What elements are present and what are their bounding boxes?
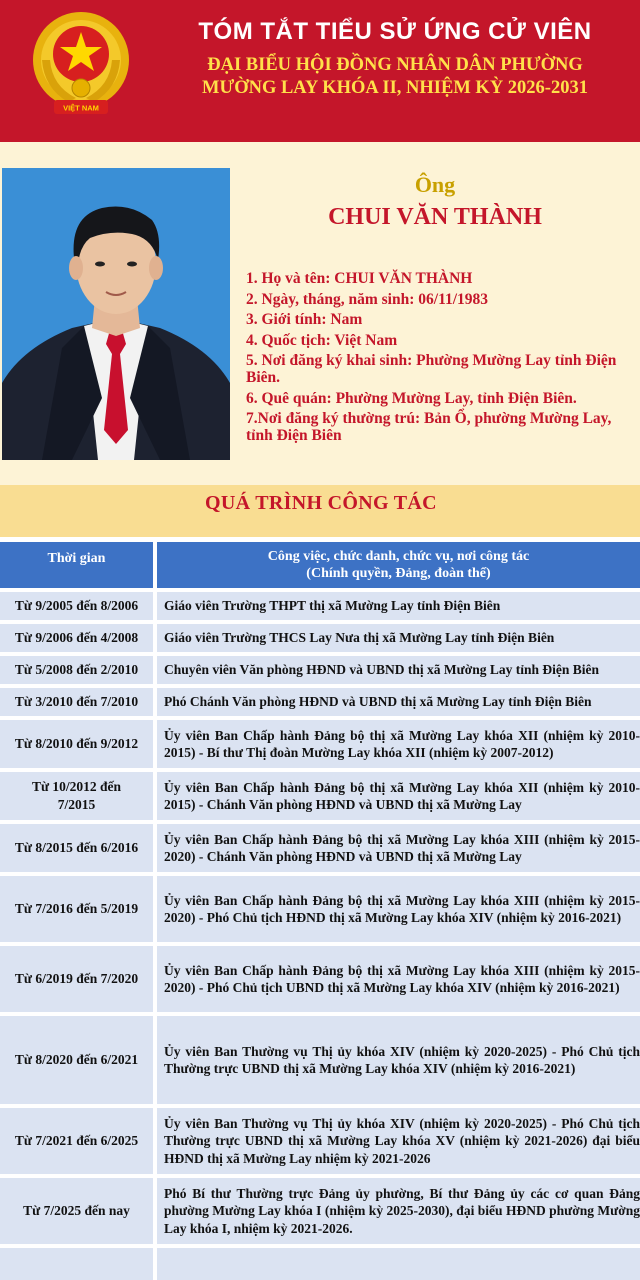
row-work-text: Ủy viên Ban Chấp hành Đảng bộ thị xã Mường Lay khóa XII (nhiệm kỳ 2010-2015) - Chánh Văn phòng HĐND và UBND thị xã Mường Lay: [164, 779, 640, 812]
row-time-empty: [0, 1248, 153, 1280]
row-time: Từ 5/2008 đến 2/2010: [0, 656, 153, 684]
row-work: [157, 876, 640, 942]
candidate-details: [246, 270, 636, 448]
row-work: [157, 772, 640, 820]
subtitle-line-1: ĐẠI BIỂU HỘI ĐỒNG NHÂN DÂN PHƯỜNG: [207, 55, 583, 75]
row-work: [157, 824, 640, 872]
table-header-work-line2: (Chính quyền, Đảng, đoàn thể): [306, 566, 491, 581]
row-time: Từ 7/2016 đến 5/2019: [0, 876, 153, 942]
emblem-ribbon-text: VIỆT NAM: [63, 103, 99, 113]
row-work: [157, 688, 640, 716]
row-work-text: Ủy viên Ban Chấp hành Đảng bộ thị xã Mường Lay khóa XIII (nhiệm kỳ 2015-2020) - Phó Chủ tịch HĐND thị xã Mường Lay khóa XIV (nhiệm kỳ 2016-2021): [164, 892, 640, 925]
row-work-text: Ủy viên Ban Chấp hành Đảng bộ thị xã Mường Lay khóa XIII (nhiệm kỳ 2015-2020) - Phó Chủ tịch UBND thị xã Mường Lay khóa XIV (nhiệm kỳ 2016-2021): [164, 962, 640, 995]
row-time: Từ 7/2025 đến nay: [0, 1178, 153, 1244]
row-time: Từ 9/2005 đến 8/2006: [0, 592, 153, 620]
row-work: [157, 1016, 640, 1104]
row-work: [157, 656, 640, 684]
row-work-empty: [157, 1248, 640, 1280]
page-title: TÓM TẮT TIỂU SỬ ỨNG CỬ VIÊN: [198, 18, 592, 45]
candidate-honorific: Ông: [414, 172, 456, 197]
detail-gender: 3. Giới tính: Nam: [246, 311, 363, 328]
detail-hometown: 6. Quê quán: Phường Mường Lay, tỉnh Điện Biên.: [246, 389, 577, 407]
row-time: Từ 10/2012 đến 7/2015: [0, 772, 153, 820]
table-header-work: [157, 542, 640, 588]
row-work-text: Ủy viên Ban Thường vụ Thị ủy khóa XIV (nhiệm kỳ 2020-2025) - Phó Chủ tịch Thường trực UBND thị xã Mường Lay khóa XV (nhiệm kỳ 2021-2026) đại biểu HĐND thị xã Mường Lay nhiệm kỳ 2021-2026: [164, 1115, 640, 1166]
row-time: Từ 8/2015 đến 6/2016: [0, 824, 153, 872]
row-work: [157, 1178, 640, 1244]
table-header-work-line1: Công việc, chức danh, chức vụ, nơi công tác: [267, 549, 530, 564]
table-header-time: Thời gian: [0, 542, 153, 588]
row-work: [157, 946, 640, 1012]
row-time: Từ 6/2019 đến 7/2020: [0, 946, 153, 1012]
national-emblem-icon: [28, 10, 134, 120]
row-time: Từ 8/2020 đến 6/2021: [0, 1016, 153, 1104]
detail-birth-registration: 5. Nơi đăng ký khai sinh: Phường Mường Lay tỉnh Điện Biên.: [246, 352, 617, 386]
row-work-text: Giáo viên Trường THCS Lay Nưa thị xã Mường Lay tỉnh Điện Biên: [164, 630, 555, 646]
row-work-text: Ủy viên Ban Chấp hành Đảng bộ thị xã Mường Lay khóa XIII (nhiệm kỳ 2015-2020) - Chánh Văn phòng HĐND và UBND thị xã Mường Lay: [164, 831, 640, 864]
row-work: [157, 592, 640, 620]
row-time: Từ 8/2010 đến 9/2012: [0, 720, 153, 768]
row-time: Từ 3/2010 đến 7/2010: [0, 688, 153, 716]
section-title: QUÁ TRÌNH CÔNG TÁC: [205, 492, 437, 514]
row-work-text: Phó Chánh Văn phòng HĐND và UBND thị xã Mường Lay tỉnh Điện Biên: [164, 694, 592, 710]
candidate-name: CHUI VĂN THÀNH: [328, 204, 542, 230]
row-work-text: Ủy viên Ban Chấp hành Đảng bộ thị xã Mường Lay khóa XII (nhiệm kỳ 2010-2015) - Bí thư Thị đoàn Mường Lay khóa XII (nhiệm kỳ 2007-2012): [164, 727, 640, 760]
career-table: [0, 537, 640, 1280]
row-work: [157, 1108, 640, 1174]
row-work-text: Phó Bí thư Thường trực Đảng ủy phường, Bí thư Đảng ủy các cơ quan Đảng phường Mường Lay khóa I (nhiệm kỳ 2025-2030), đại biểu HĐND phường Mường Lay khóa I, nhiệm kỳ 2021-2026.: [164, 1185, 640, 1236]
candidate-photo: [2, 168, 230, 460]
detail-birth-date: 2. Ngày, tháng, năm sinh: 06/11/1983: [246, 290, 489, 308]
row-work: [157, 624, 640, 652]
detail-full-name: 1. Họ và tên: CHUI VĂN THÀNH: [246, 270, 473, 287]
row-time: Từ 7/2021 đến 6/2025: [0, 1108, 153, 1174]
detail-nationality: 4. Quốc tịch: Việt Nam: [246, 331, 398, 349]
row-work-text: Giáo viên Trường THPT thị xã Mường Lay tỉnh Điện Biên: [164, 598, 501, 614]
row-work-text: Chuyên viên Văn phòng HĐND và UBND thị xã Mường Lay tỉnh Điện Biên: [164, 662, 600, 678]
row-time: Từ 9/2006 đến 4/2008: [0, 624, 153, 652]
subtitle-line-2: MƯỜNG LAY KHÓA II, NHIỆM KỲ 2026-2031: [202, 78, 588, 98]
row-work-text: Ủy viên Ban Thường vụ Thị ủy khóa XIV (nhiệm kỳ 2020-2025) - Phó Chủ tịch Thường trực UBND thị xã Mường Lay khóa XIV (nhiệm kỳ 2016-2021): [164, 1043, 640, 1076]
row-work: [157, 720, 640, 768]
detail-residence: 7.Nơi đăng ký thường trú: Bản Ổ, phường Mường Lay, tỉnh Điện Biên: [246, 410, 612, 444]
